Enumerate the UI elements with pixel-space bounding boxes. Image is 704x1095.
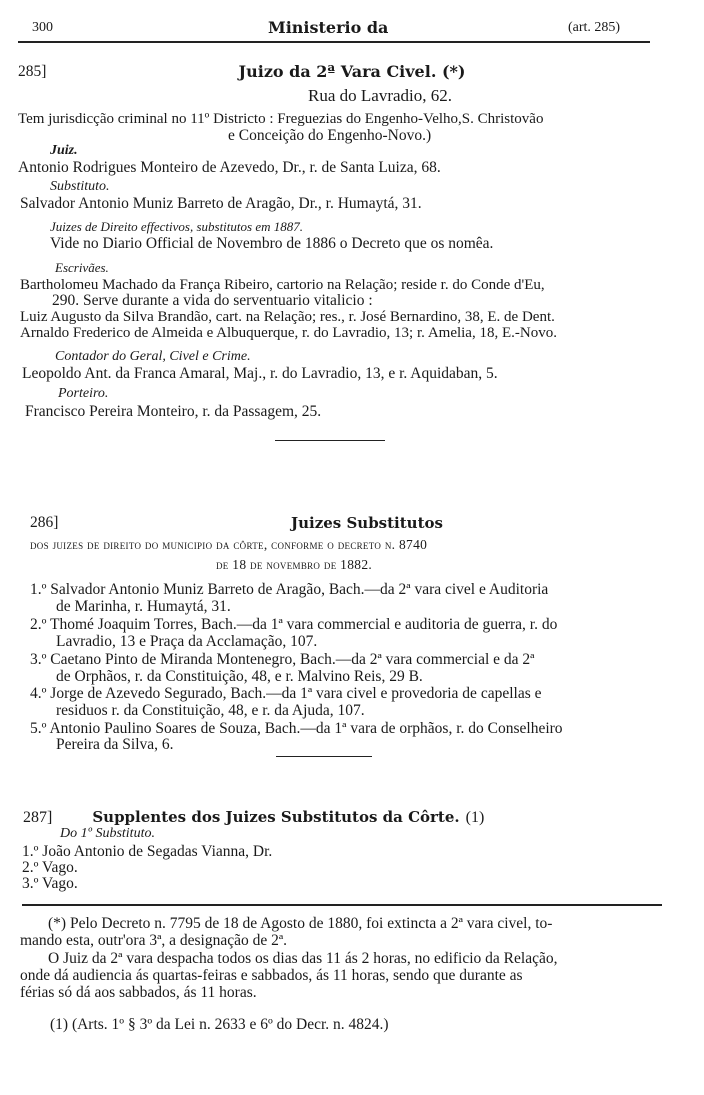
- section-title: Supplentes dos Juizes Substitutos da Côrte.: [92, 808, 460, 826]
- footnote-line: mando esta, outr'ora 3ª, a designação de 2ª.: [20, 932, 288, 949]
- porteiro: Francisco Pereira Monteiro, r. da Passagem, 25.: [25, 403, 322, 420]
- running-title: Ministerio da: [268, 18, 389, 37]
- section-title: Juizes Substitutos: [291, 514, 443, 532]
- substituto-label: Substituto.: [50, 179, 110, 194]
- list-item-cont: residuos r. da Constituição, 48, e r. da Ajuda, 107.: [56, 702, 365, 719]
- list-item-cont: Pereira da Silva, 6.: [56, 736, 174, 753]
- juiz-label: Juiz.: [50, 143, 78, 158]
- footnote-ref: (1): [465, 809, 485, 826]
- substituto-label: Do 1º Substituto.: [60, 826, 155, 841]
- address: Rua do Lavradio, 62.: [308, 86, 452, 105]
- substituto: Salvador Antonio Muniz Barreto de Aragão, Dr., r. Humaytá, 31.: [20, 195, 422, 212]
- section-subtitle: dos juizes de direito do municipio da côrte, conforme o decreto n. 8740: [30, 537, 428, 552]
- list-item: 3.º Vago.: [22, 875, 78, 892]
- header-rule: [18, 41, 650, 43]
- footnote-line: onde dá audiencia ás quartas-feiras e sabbados, ás 11 horas, sendo que durante as: [20, 967, 523, 984]
- escrivao: Luiz Augusto da Silva Brandão, cart. na Relação; res., r. José Bernardino, 38, E. de Dent.: [20, 309, 555, 325]
- jurisdiction-line: Tem jurisdicção criminal no 11º Districto : Freguezias do Engenho-Velho,S. Christovão: [18, 111, 544, 127]
- contador: Leopoldo Ant. da Franca Amaral, Maj., r. do Lavradio, 13, e r. Aquidaban, 5.: [22, 365, 498, 382]
- juizes-label: Juizes de Direito effectivos, substitutos em 1887.: [50, 219, 303, 234]
- footnote-rule: [22, 904, 662, 906]
- section-subtitle: de 18 de novembro de 1882.: [216, 557, 373, 572]
- list-item-cont: de Marinha, r. Humaytá, 31.: [56, 598, 231, 615]
- jurisdiction-line: e Conceição do Engenho-Novo.): [228, 127, 432, 144]
- list-item-cont: de Orphãos, r. da Constituição, 48, e r. Malvino Reis, 29 B.: [56, 668, 423, 685]
- section-divider: [276, 756, 372, 757]
- contador-label: Contador do Geral, Civel e Crime.: [55, 349, 251, 364]
- list-item-cont: Lavradio, 13 e Praça da Acclamação, 107.: [56, 633, 318, 650]
- escrivao: 290. Serve durante a vida do serventuario vitalicio :: [52, 292, 373, 309]
- porteiro-label: Porteiro.: [58, 386, 109, 401]
- page-number: 300: [32, 20, 53, 35]
- section-title: Juizo da 2ª Vara Civel. (*): [238, 62, 466, 81]
- footnote-line: O Juiz da 2ª vara despacha todos os dias das 11 ás 2 horas, no edificio da Relação,: [48, 950, 558, 967]
- escrivao: Bartholomeu Machado da França Ribeiro, cartorio na Relação; reside r. do Conde d'Eu,: [20, 277, 545, 293]
- list-item: 2.º Vago.: [22, 859, 78, 876]
- section-number: 287]: [23, 809, 53, 826]
- list-item: 1.º Salvador Antonio Muniz Barreto de Aragão, Bach.—da 2ª vara civel e Auditoria: [30, 581, 549, 598]
- escrivao: Arnaldo Frederico de Almeida e Albuquerque, r. do Lavradio, 13; r. Amelia, 18, E.-Novo.: [20, 325, 557, 341]
- section-number: 285]: [18, 63, 47, 80]
- section-divider: [275, 440, 385, 441]
- section-number: 286]: [30, 514, 59, 531]
- article-ref: (art. 285): [568, 20, 621, 35]
- list-item: 1.º João Antonio de Segadas Vianna, Dr.: [22, 843, 273, 860]
- vide-note: Vide no Diario Official de Novembro de 1886 o Decreto que os nomêa.: [50, 235, 494, 252]
- footnote-line: férias só dá aos sabbados, ás 11 horas.: [20, 984, 257, 1001]
- escrivaes-label: Escrivães.: [55, 260, 109, 275]
- section-heading: [23, 809, 484, 826]
- footnote-line: (1) (Arts. 1º § 3º da Lei n. 2633 e 6º do Decr. n. 4824.): [50, 1016, 389, 1033]
- list-item: 4.º Jorge de Azevedo Segurado, Bach.—da 1ª vara civel e provedoria de capellas e: [30, 685, 542, 702]
- juiz: Antonio Rodrigues Monteiro de Azevedo, Dr., r. de Santa Luiza, 68.: [18, 159, 441, 176]
- list-item: 5.º Antonio Paulino Soares de Souza, Bach.—da 1ª vara de orphãos, r. do Conselheiro: [30, 720, 563, 737]
- list-item: 3.º Caetano Pinto de Miranda Montenegro, Bach.—da 2ª vara commercial e da 2ª: [30, 651, 535, 668]
- footnote-line: (*) Pelo Decreto n. 7795 de 18 de Agosto de 1880, foi extincta a 2ª vara civel, to-: [48, 915, 553, 932]
- list-item: 2.º Thomé Joaquim Torres, Bach.—da 1ª vara commercial e auditoria de guerra, r. do: [30, 616, 558, 633]
